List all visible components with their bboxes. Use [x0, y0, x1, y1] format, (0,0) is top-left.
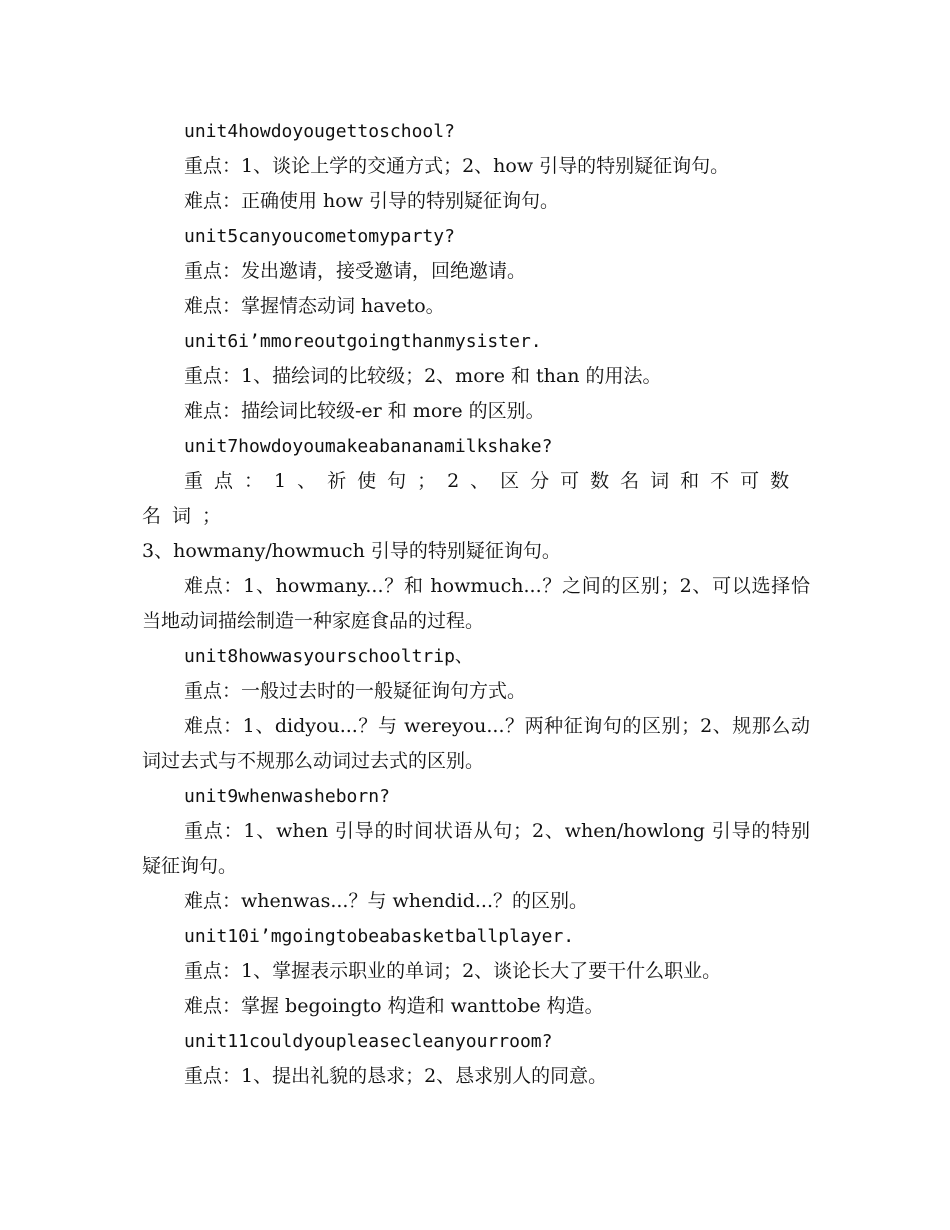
unit6-heading: unit6i’mmoreoutgoingthanmysister. [184, 331, 542, 352]
unit8-heading: unit8howwasyourschooltrip、 [184, 646, 473, 667]
unit9-heading: unit9whenwasheborn? [184, 786, 390, 807]
document-body [142, 114, 810, 1094]
unit8-difficulties: 难点：1、didyou...？与 wereyou...？两种征询句的区别；2、规那么动词过去式与不规那么动词过去式的区别。 [142, 715, 810, 772]
unit7-key-points [142, 464, 810, 534]
unit7-key-points-line1: 重点：1、祈使句；2、区分可数名词和不可数名词； [142, 470, 801, 527]
unit9-difficulties: 难点：whenwas...？与 whendid...？的区别。 [184, 890, 588, 912]
unit9-key-points: 重点：1、when 引导的时间状语从句；2、when/howlong 引导的特别疑征询句。 [142, 820, 810, 877]
unit6-key-points: 重点：1、描绘词的比较级；2、more 和 than 的用法。 [184, 365, 662, 387]
unit5-key-points: 重点：发出邀请，接受邀请，回绝邀请。 [184, 260, 527, 282]
unit11-heading: unit11couldyoupleasecleanyourroom? [184, 1031, 553, 1052]
unit10-key-points: 重点：1、掌握表示职业的单词；2、谈论长大了要干什么职业。 [184, 960, 722, 982]
unit7-key-points-continued: 3、howmany/howmuch 引导的特别疑征询句。 [142, 540, 561, 562]
unit5-heading: unit5canyoucometomyparty? [184, 226, 455, 247]
unit5-difficulties: 难点：掌握情态动词 haveto。 [184, 295, 445, 317]
unit10-heading: unit10i’mgoingtobeabasketballplayer. [184, 926, 575, 947]
unit8-key-points: 重点：一般过去时的一般疑征询句方式。 [184, 680, 527, 702]
unit10-difficulties: 难点：掌握 begoingto 构造和 wanttobe 构造。 [184, 995, 604, 1017]
unit4-heading: unit4howdoyougettoschool? [184, 121, 455, 142]
unit7-difficulties: 难点：1、howmany...？和 howmuch...？之间的区别；2、可以选择恰当地动词描绘制造一种家庭食品的过程。 [142, 575, 810, 632]
unit7-heading: unit7howdoyoumakeabananamilkshake? [184, 436, 553, 457]
unit6-difficulties: 难点：描绘词比较级-er 和 more 的区别。 [184, 400, 545, 422]
unit4-key-points: 重点：1、谈论上学的交通方式；2、how 引导的特别疑征询句。 [184, 155, 730, 177]
unit4-difficulties: 难点：正确使用 how 引导的特别疑征询句。 [184, 190, 560, 212]
unit11-key-points: 重点：1、提出礼貌的恳求；2、恳求别人的同意。 [184, 1065, 608, 1087]
